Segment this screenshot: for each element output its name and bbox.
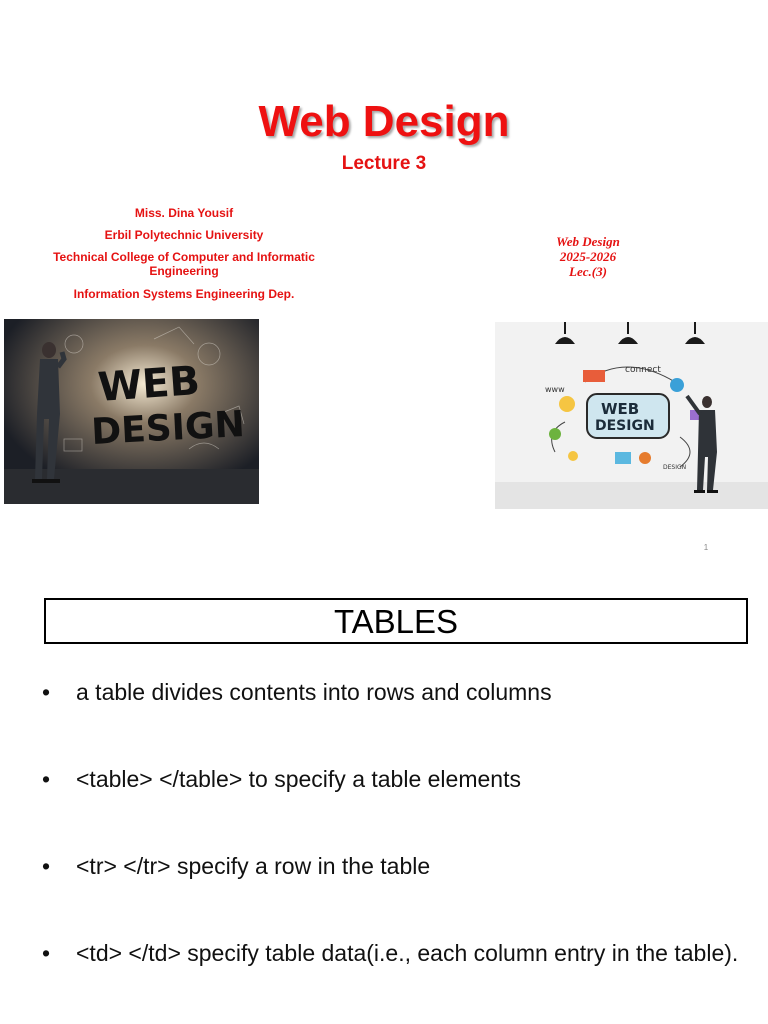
web-design-photo-left	[4, 319, 259, 504]
bullet-dot: •	[42, 766, 51, 792]
list-item	[42, 676, 754, 708]
bullet-dot: •	[42, 679, 51, 705]
bullet-text: <table> </table> to specify a table elements	[76, 766, 521, 792]
right-image-web-text: WEB	[601, 400, 640, 418]
bullet-dot: •	[42, 853, 51, 879]
left-image-web-text: WEB	[96, 357, 202, 411]
bullet-text: <td> </td> specify table data(i.e., each column entry in the table).	[76, 940, 739, 966]
bullet-dot: •	[42, 940, 51, 966]
tables-slide	[0, 580, 768, 1024]
bullet-text: <tr> </tr> specify a row in the table	[76, 853, 431, 879]
course-note-year: 2025-2026	[559, 249, 617, 264]
course-note-lecture: Lec.(3)	[569, 264, 607, 279]
slide-subtitle: Lecture 3	[341, 153, 427, 174]
right-image-design-text: DESIGN	[595, 418, 655, 434]
department-name: Information Systems Engineering Dep.	[73, 287, 295, 301]
list-item	[42, 937, 754, 969]
web-design-illustration-right	[495, 322, 768, 509]
college-name: Technical College of Computer and Informatic Engineering	[53, 250, 315, 278]
page-number: 1	[703, 543, 709, 552]
tables-heading: TABLES	[44, 598, 748, 644]
list-item	[42, 850, 754, 882]
right-image-connect-text: connect	[625, 365, 661, 375]
web-design-illustration-left	[4, 319, 259, 504]
university-name: Erbil Polytechnic University	[104, 228, 264, 242]
slide-title: Web Design	[258, 97, 510, 146]
bullet-text: a table divides contents into rows and columns	[76, 679, 552, 705]
bullet-list	[42, 676, 754, 1024]
list-item	[42, 763, 754, 795]
course-note-title: Web Design	[556, 234, 620, 249]
left-image-design-text: DESIGN	[90, 404, 246, 453]
author-info	[24, 206, 344, 309]
right-image-www-text: www	[545, 385, 565, 394]
author-name: Miss. Dina Yousif	[134, 206, 234, 220]
web-design-photo-right	[495, 322, 768, 509]
course-note	[520, 234, 656, 279]
right-image-small-design-text: DESIGN	[663, 464, 687, 471]
